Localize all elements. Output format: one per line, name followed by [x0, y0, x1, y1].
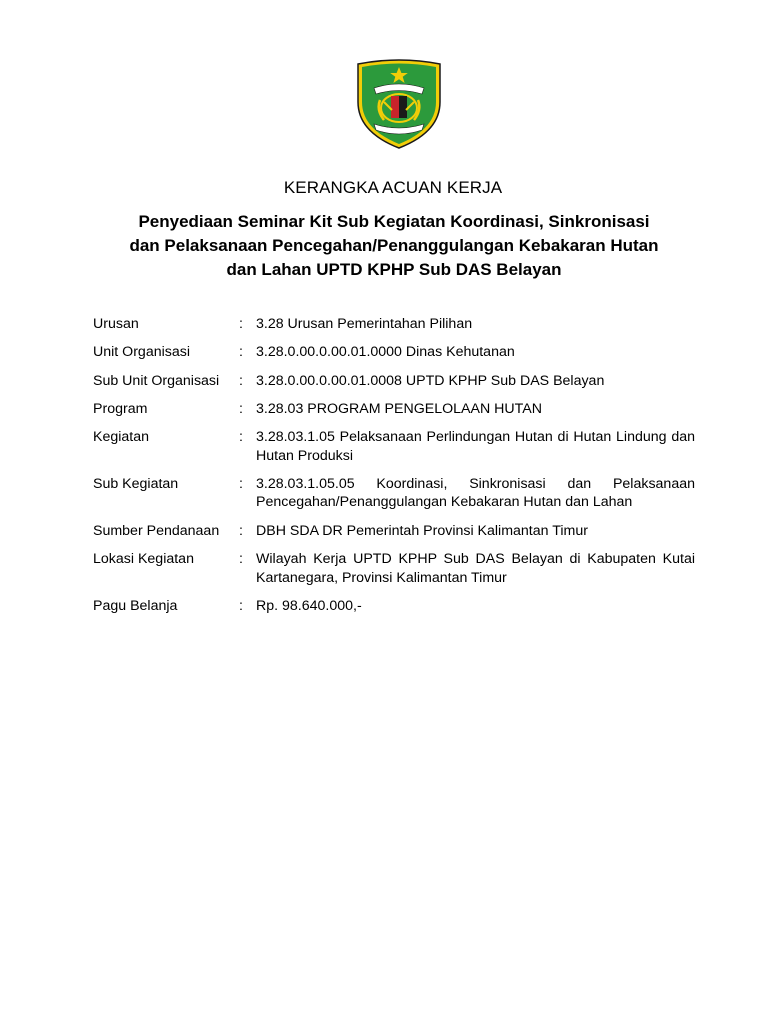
- field-label: Pagu Belanja: [93, 597, 178, 614]
- field-value: DBH SDA DR Pemerintah Provinsi Kalimantan Timur: [256, 522, 588, 539]
- emblem-shield-icon: [354, 58, 444, 150]
- field-label: Unit Organisasi: [93, 344, 190, 361]
- field-separator: :: [239, 344, 243, 361]
- field-value: Wilayah Kerja UPTD KPHP Sub DAS Belayan di Kabupaten Kutai Kartanegara, Provinsi Kalimantan Timur: [256, 551, 695, 586]
- info-row-pagu-belanja: [93, 597, 695, 625]
- field-separator: :: [239, 372, 243, 389]
- document-subtitle: [92, 210, 696, 282]
- field-label: Program: [93, 400, 148, 417]
- field-value: 3.28 Urusan Pemerintahan Pilihan: [256, 316, 473, 332]
- provincial-emblem-logo: [354, 58, 444, 150]
- subtitle-line: Penyediaan Seminar Kit Sub Kegiatan Koordinasi, Sinkronisasi: [138, 212, 650, 231]
- field-label: Sumber Pendanaan: [93, 522, 220, 539]
- field-value: 3.28.03.1.05.05 Koordinasi, Sinkronisasi dan Pelaksanaan Pencegahan/Penanggulangan Kebakaran Hutan dan Lahan: [256, 475, 695, 511]
- field-separator: :: [239, 400, 243, 417]
- info-row-lokasi-kegiatan: [93, 550, 695, 597]
- info-row-sub-kegiatan: [93, 475, 695, 522]
- subtitle-line: dan Lahan UPTD KPHP Sub DAS Belayan: [226, 260, 562, 279]
- field-value: 3.28.0.00.0.00.01.0008 UPTD KPHP Sub DAS Belayan: [256, 372, 605, 389]
- field-separator: :: [239, 522, 243, 539]
- field-separator: :: [239, 429, 243, 446]
- field-label: Sub Kegiatan: [93, 475, 179, 492]
- document-type-title: KERANGKA ACUAN KERJA: [283, 178, 503, 197]
- info-row-urusan: [93, 315, 695, 343]
- field-value: 3.28.03.1.05 Pelaksanaan Perlindungan Hutan di Hutan Lindung dan Hutan Produksi: [256, 429, 695, 464]
- field-value: Rp. 98.640.000,-: [256, 597, 362, 614]
- info-row-sub-unit-organisasi: [93, 372, 695, 400]
- info-row-kegiatan: [93, 428, 695, 475]
- field-value: 3.28.03 PROGRAM PENGELOLAAN HUTAN: [256, 400, 542, 417]
- field-separator: :: [239, 475, 243, 492]
- subtitle-line: dan Pelaksanaan Pencegahan/Penanggulangan Kebakaran Hutan: [129, 236, 659, 255]
- field-separator: :: [239, 551, 243, 568]
- field-label: Lokasi Kegiatan: [93, 551, 194, 568]
- field-label: Sub Unit Organisasi: [93, 372, 220, 389]
- field-value: 3.28.0.00.0.00.01.0000 Dinas Kehutanan: [256, 344, 515, 361]
- field-separator: :: [239, 597, 243, 614]
- info-table: [93, 315, 695, 625]
- info-row-unit-organisasi: [93, 343, 695, 371]
- field-label: Kegiatan: [93, 429, 150, 446]
- info-row-sumber-pendanaan: [93, 522, 695, 550]
- info-row-program: [93, 400, 695, 428]
- field-separator: :: [239, 316, 243, 332]
- field-label: Urusan: [93, 316, 139, 332]
